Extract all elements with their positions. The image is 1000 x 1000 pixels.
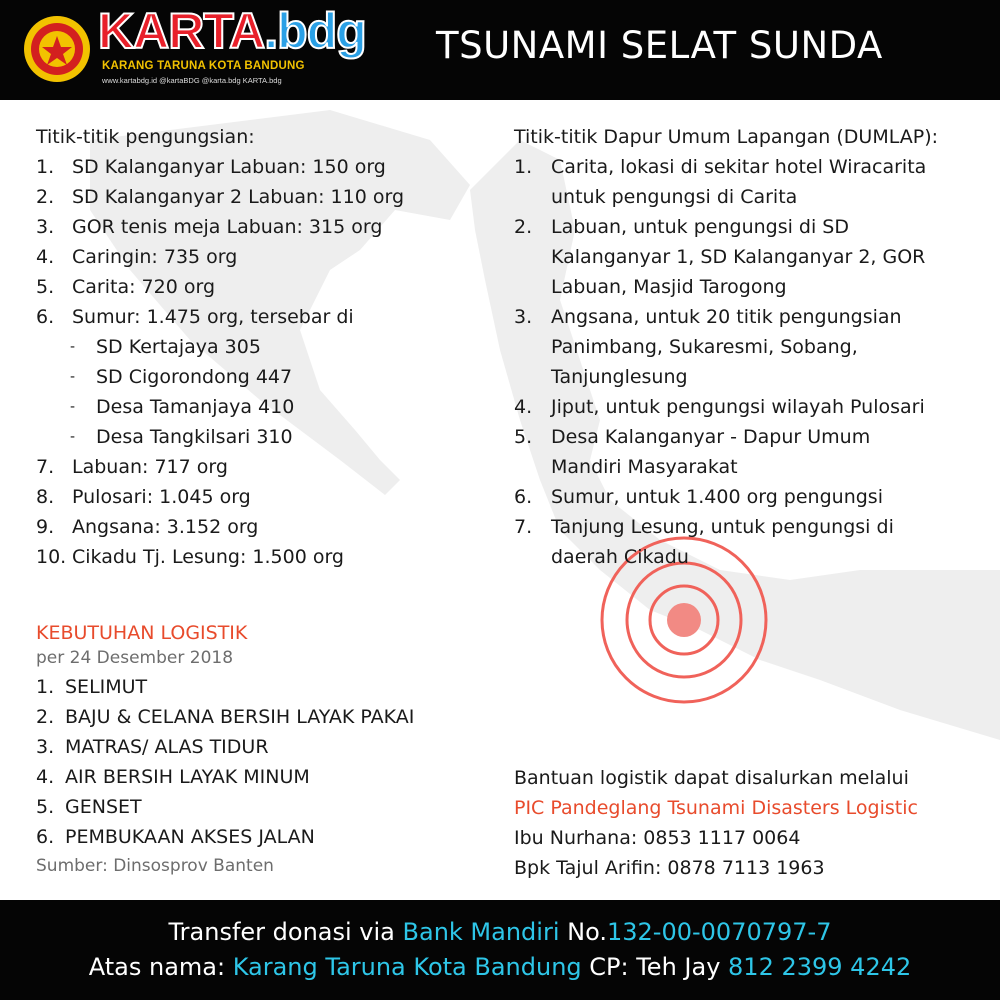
footer-transfer-prefix: Transfer donasi via: [168, 918, 403, 946]
list-item-text: BAJU & CELANA BERSIH LAYAK PAKAI: [65, 706, 415, 728]
list-item-number: 8.: [36, 486, 55, 508]
list-item: [514, 212, 984, 302]
list-item-number: 7.: [514, 516, 533, 538]
list-item-text: Labuan: 717 org: [72, 456, 228, 478]
sub-list-item: [36, 332, 486, 362]
karta-bdg-logo: [22, 3, 366, 92]
list-item-text: Tanjunglesung: [551, 366, 688, 388]
list-item: [514, 422, 984, 482]
list-item: [36, 542, 486, 572]
dash-bullet-icon: -: [70, 339, 76, 355]
list-item-text: SELIMUT: [65, 676, 148, 698]
list-item: [36, 482, 486, 512]
list-item: [36, 152, 486, 182]
list-item: [36, 242, 486, 272]
list-item-text: Tanjung Lesung, untuk pengungsi di: [551, 516, 894, 538]
list-item: [36, 702, 496, 732]
list-item: [36, 792, 496, 822]
sub-list-item-text: SD Kertajaya 305: [96, 336, 261, 358]
list-item-text: PEMBUKAAN AKSES JALAN: [65, 826, 315, 848]
list-item-text: GOR tenis meja Labuan: 315 org: [72, 216, 383, 238]
list-item-number: 6.: [36, 306, 55, 328]
list-item: [36, 512, 486, 542]
list-item-text: daerah Cikadu: [551, 546, 689, 568]
epicenter-dot: [667, 603, 701, 637]
list-item-number: 1.: [36, 676, 55, 698]
list-item-number: 5.: [36, 796, 55, 818]
list-item: [514, 302, 984, 392]
logistics-list: [36, 672, 496, 852]
list-item: [36, 672, 496, 702]
shelter-sub-list: [36, 332, 486, 452]
list-item-text: Labuan, untuk pengungsi di SD: [551, 216, 849, 238]
logistics-heading: KEBUTUHAN LOGISTIK: [36, 622, 248, 644]
shelter-section: [36, 122, 486, 572]
dash-bullet-icon: -: [70, 399, 76, 415]
list-item-text: SD Kalanganyar Labuan: 150 org: [72, 156, 386, 178]
kitchen-heading: Titik-titik Dapur Umum Lapangan (DUMLAP):: [514, 126, 939, 148]
list-item: [36, 452, 486, 482]
list-item-number: 1.: [514, 156, 533, 178]
footer-bar: [0, 900, 1000, 1000]
list-item: [36, 762, 496, 792]
shelter-list-continued: [36, 452, 486, 572]
kitchen-list: [514, 152, 984, 572]
list-item-text: Caringin: 735 org: [72, 246, 238, 268]
list-item-text: Desa Kalanganyar - Dapur Umum: [551, 426, 871, 448]
list-item-number: 4.: [36, 246, 55, 268]
dash-bullet-icon: -: [70, 429, 76, 445]
page-title: TSUNAMI SELAT SUNDA: [436, 24, 883, 67]
list-item-number: 5.: [36, 276, 55, 298]
contact-intro: Bantuan logistik dapat disalurkan melalui: [514, 767, 909, 789]
logo-suffix-text: .bdg: [264, 3, 366, 59]
list-item: [36, 212, 486, 242]
list-item-number: 1.: [36, 156, 55, 178]
list-item-text: SD Kalanganyar 2 Labuan: 110 org: [72, 186, 404, 208]
footer-name-label: Atas nama:: [88, 953, 233, 981]
sub-list-item: [36, 392, 486, 422]
list-item-text: Cikadu Tj. Lesung: 1.500 org: [72, 546, 344, 568]
list-item-number: 2.: [514, 216, 533, 238]
sub-list-item-text: Desa Tamanjaya 410: [96, 396, 295, 418]
list-item-text: Labuan, Masjid Tarogong: [551, 276, 787, 298]
shelter-list: [36, 152, 486, 332]
karang-taruna-emblem-icon: [22, 14, 92, 84]
list-item-number: 3.: [514, 306, 533, 328]
list-item-text: untuk pengungsi di Carita: [551, 186, 798, 208]
list-item: [36, 302, 486, 332]
logistics-date: per 24 Desember 2018: [36, 648, 234, 668]
list-item-text: Kalanganyar 1, SD Kalanganyar 2, GOR: [551, 246, 926, 268]
logistics-source: Sumber: Dinsosprov Banten: [36, 856, 274, 876]
sub-list-item: [36, 422, 486, 452]
footer-account-name: Karang Taruna Kota Bandung: [232, 953, 582, 981]
list-item-number: 3.: [36, 736, 55, 758]
footer-account-label: No.: [559, 918, 607, 946]
footer-cp-label: CP: Teh Jay: [581, 953, 729, 981]
list-item: [514, 392, 984, 422]
logo-main-text: KARTA: [98, 3, 265, 59]
footer-transfer-line: [0, 918, 1000, 946]
list-item-text: Sumur, untuk 1.400 org pengungsi: [551, 486, 883, 508]
list-item-text: Panimbang, Sukaresmi, Sobang,: [551, 336, 858, 358]
sub-list-item: [36, 362, 486, 392]
list-item-text: Angsana: 3.152 org: [72, 516, 259, 538]
list-item-number: 4.: [36, 766, 55, 788]
logo-wordmark: [98, 2, 366, 60]
list-item: [514, 512, 984, 572]
list-item-text: Sumur: 1.475 org, tersebar di: [72, 306, 354, 328]
list-item-number: 3.: [36, 216, 55, 238]
list-item-text: GENSET: [65, 796, 142, 818]
list-item: [36, 272, 486, 302]
list-item-text: Angsana, untuk 20 titik pengungsian: [551, 306, 902, 328]
dash-bullet-icon: -: [70, 369, 76, 385]
list-item-text: Carita, lokasi di sekitar hotel Wiracarita: [551, 156, 927, 178]
contact-person-2: Bpk Tajul Arifin: 0878 7113 1963: [514, 857, 825, 879]
list-item: [36, 182, 486, 212]
list-item: [36, 732, 496, 762]
list-item-number: 4.: [514, 396, 533, 418]
footer-bank-name: Bank Mandiri: [402, 918, 560, 946]
contact-pic: PIC Pandeglang Tsunami Disasters Logistic: [514, 797, 918, 819]
sub-list-item-text: Desa Tangkilsari 310: [96, 426, 293, 448]
list-item-number: 6.: [36, 826, 55, 848]
list-item-number: 7.: [36, 456, 55, 478]
list-item-text: MATRAS/ ALAS TIDUR: [65, 736, 269, 758]
list-item-text: Mandiri Masyarakat: [551, 456, 738, 478]
contact-section: [514, 763, 984, 883]
list-item: [514, 482, 984, 512]
list-item-text: Jiput, untuk pengungsi wilayah Pulosari: [551, 396, 925, 418]
logistics-section: [36, 620, 496, 880]
list-item-text: AIR BERSIH LAYAK MINUM: [65, 766, 310, 788]
list-item-number: 5.: [514, 426, 533, 448]
list-item-text: Carita: 720 org: [72, 276, 216, 298]
list-item-number: 2.: [36, 706, 55, 728]
list-item-text: Pulosari: 1.045 org: [72, 486, 251, 508]
list-item-number: 6.: [514, 486, 533, 508]
footer-phone-number: 812 2399 4242: [728, 953, 912, 981]
footer-account-number: 132-00-0070797-7: [606, 918, 832, 946]
logo-subtitle: KARANG TARUNA KOTA BANDUNG: [102, 60, 305, 72]
contact-person-1: Ibu Nurhana: 0853 1117 0064: [514, 827, 801, 849]
header-bar: [0, 0, 1000, 100]
logo-social-links: www.kartabdg.id @kartaBDG @karta.bdg KARTA.bdg: [102, 76, 282, 85]
list-item: [36, 822, 496, 852]
list-item-number: 2.: [36, 186, 55, 208]
footer-account-line: [0, 953, 1000, 981]
list-item-number: 9.: [36, 516, 55, 538]
list-item: [514, 152, 984, 212]
shelter-heading: Titik-titik pengungsian:: [36, 126, 255, 148]
kitchen-section: [514, 122, 984, 572]
sub-list-item-text: SD Cigorondong 447: [96, 366, 293, 388]
list-item-number: 10.: [36, 546, 67, 568]
